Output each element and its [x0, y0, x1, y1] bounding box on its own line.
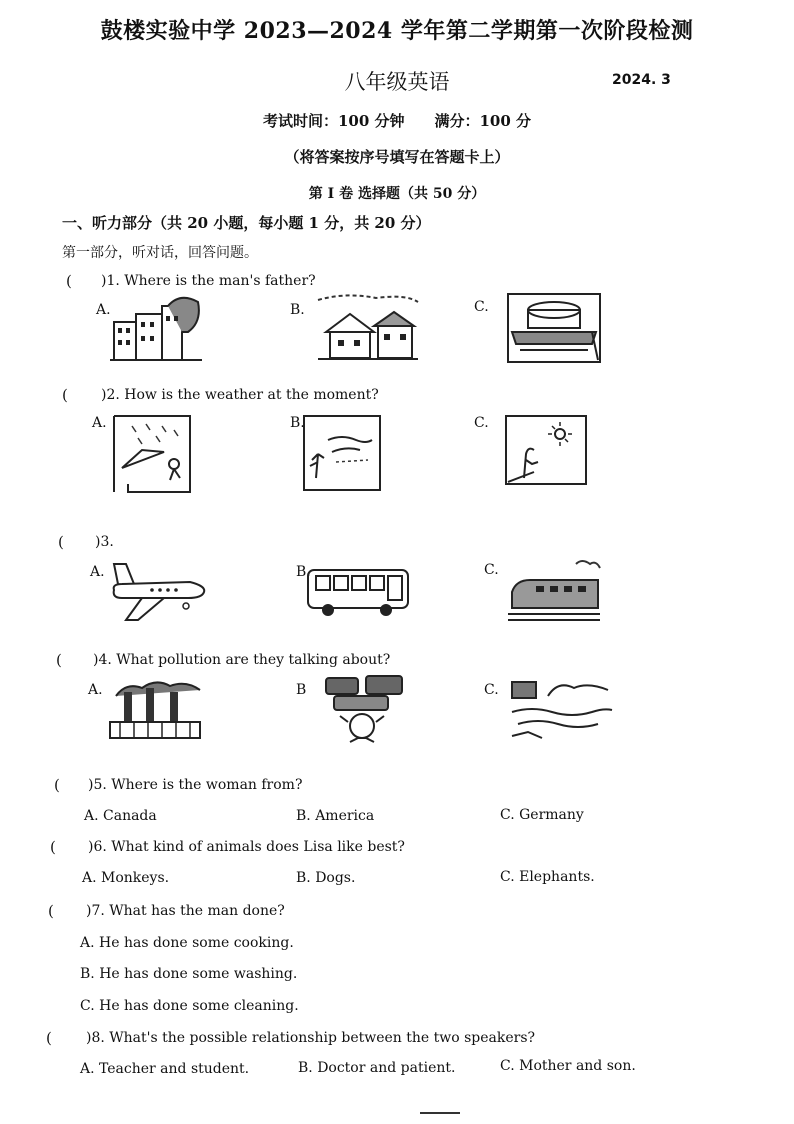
answer-paren-4: ( [56, 651, 62, 669]
q2-option-c-label: C. [474, 415, 489, 431]
exam-info: 考试时间：100 分钟 满分：100 分 [262, 112, 532, 130]
city-buildings-icon [108, 292, 204, 362]
q4-option-b-label: B [296, 682, 307, 698]
noise-pollution-icon [318, 672, 408, 746]
q4-option-a-label: A. [88, 682, 103, 698]
q7-option-b: B. He has done some washing. [80, 966, 298, 982]
question-5: )5. Where is the woman from? [88, 777, 303, 793]
q7-option-c: C. He has done some cleaning. [80, 998, 299, 1014]
stadium-icon [506, 292, 602, 364]
bus-icon [306, 566, 412, 618]
answer-paren-3: ( [58, 533, 64, 551]
subsection-heading: 第一部分，听对话，回答问题。 [62, 245, 258, 261]
q6-option-c: C. Elephants. [500, 869, 595, 885]
page-footer-mark [420, 1112, 460, 1114]
sunny-weather-icon [504, 414, 588, 486]
q8-option-c: C. Mother and son. [500, 1058, 636, 1074]
q1-option-c-label: C. [474, 299, 489, 315]
exam-subtitle: 八年级英语 [344, 70, 450, 94]
air-pollution-icon [106, 676, 204, 740]
q4-option-c-label: C. [484, 682, 499, 698]
q5-option-a: A. Canada [84, 808, 157, 824]
q7-option-a: A. He has done some cooking. [80, 935, 294, 951]
answer-paren-5: ( [54, 776, 60, 794]
answer-paren-8: ( [46, 1029, 52, 1047]
q8-option-a: A. Teacher and student. [80, 1061, 250, 1077]
answer-note: （将答案按序号填写在答题卡上） [284, 148, 510, 166]
answer-paren-2: ( [62, 386, 68, 404]
q3-option-b-label: B. [296, 564, 311, 580]
question-2: )2. How is the weather at the moment? [101, 387, 379, 403]
q8-option-b: B. Doctor and patient. [298, 1060, 456, 1076]
exam-date: 2024. 3 [612, 72, 671, 88]
q6-option-b: B. Dogs. [296, 870, 356, 886]
village-house-icon [316, 292, 420, 362]
question-6: )6. What kind of animals does Lisa like best? [88, 839, 405, 855]
answer-paren-6: ( [50, 838, 56, 856]
q1-option-b-label: B. [290, 302, 305, 318]
water-pollution-icon [508, 676, 616, 744]
question-7: )7. What has the man done? [86, 903, 285, 919]
rainy-weather-icon [112, 414, 192, 494]
part-heading: 第 I 卷 选择题（共 50 分） [308, 186, 486, 202]
question-1: )1. Where is the man's father? [101, 273, 316, 289]
q3-option-a-label: A. [90, 564, 105, 580]
q2-option-a-label: A. [92, 415, 107, 431]
train-icon [506, 558, 602, 628]
q6-option-a: A. Monkeys. [82, 870, 170, 886]
question-8: )8. What's the possible relationship between the two speakers? [86, 1030, 536, 1046]
windy-weather-icon [302, 414, 382, 492]
question-4: )4. What pollution are they talking about? [93, 652, 391, 668]
q5-option-b: B. America [296, 808, 375, 824]
answer-paren-7: ( [48, 902, 54, 920]
exam-title: 鼓楼实验中学 2023—2024 学年第二学期第一次阶段检测 [100, 18, 694, 44]
section-heading: 一、听力部分（共 20 小题，每小题 1 分，共 20 分） [62, 214, 431, 232]
q5-option-c: C. Germany [500, 807, 584, 823]
q2-option-b-label: B. [290, 415, 305, 431]
q1-option-a-label: A. [96, 302, 111, 318]
answer-paren-1: ( [66, 272, 72, 290]
airplane-icon [108, 560, 208, 624]
q3-option-c-label: C. [484, 562, 499, 578]
question-3: )3. [95, 534, 114, 550]
